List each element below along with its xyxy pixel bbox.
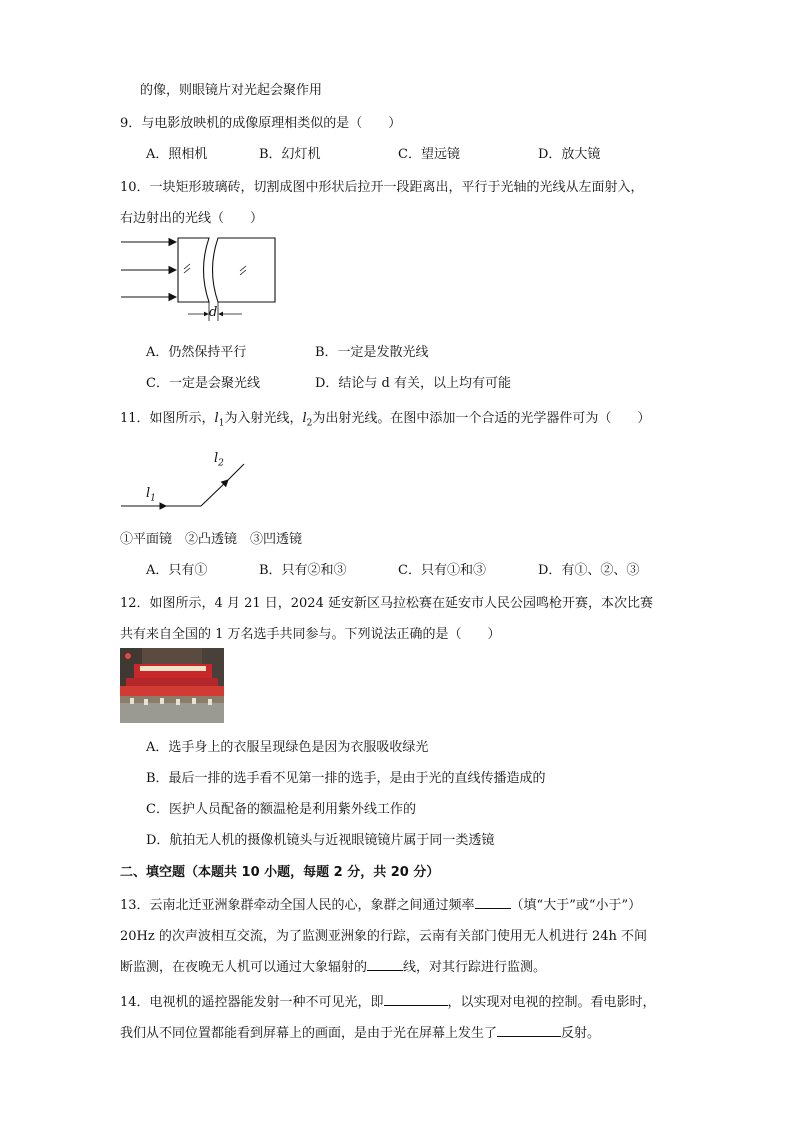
q10-figure-label-d: d [209, 305, 218, 320]
q11-stem-pre: 11．如图所示， [120, 411, 215, 426]
q9-option-b: B．幻灯机 [259, 147, 321, 162]
q12-option-d: D．航拍无人机的摄像机镜头与近视眼镜镜片属于同一类透镜 [146, 833, 495, 848]
q11-option-d: D．有①、②、③ [538, 563, 640, 578]
q12-option-a: A．选手身上的衣服呈现绿色是因为衣服吸收绿光 [146, 740, 429, 755]
q11-l1-subscript: 1 [218, 418, 225, 429]
q10-glass-brick-figure [118, 232, 288, 330]
q13-blank-1[interactable] [475, 895, 511, 909]
section-2-heading: 二、填空题（本题共 10 小题，每题 2 分，共 20 分） [120, 865, 440, 880]
q11-ray-figure [118, 440, 258, 515]
q12-stem-line2: 共有来自全国的 1 万名选手共同参与。下列说法正确的是（ ） [120, 627, 501, 642]
q11-figure-l1-label [146, 486, 156, 504]
q11-stem [120, 407, 650, 429]
q10-option-a: A．仍然保持平行 [146, 345, 247, 360]
q10-option-b: B．一定是发散光线 [315, 345, 429, 360]
q10-option-c: C．一定是会聚光线 [146, 376, 260, 391]
q9-option-a: A．照相机 [146, 147, 208, 162]
q13-line2: 20Hz 的次声波相互交流，为了监测亚洲象的行踪，云南有关部门使用无人机进行 24h 不间 [120, 929, 648, 944]
q14-blank-1[interactable] [384, 992, 448, 1006]
q12-stem-line1: 12．如图所示，4 月 21 日，2024 延安新区马拉松赛在延安市人民公园鸣枪开赛，本次比赛 [120, 596, 653, 611]
q12-option-c: C．医护人员配备的额温枪是利用紫外线工作的 [146, 802, 416, 817]
q13-line1-pre: 13．云南北迁亚洲象群牵动全国人民的心，象群之间通过频率 [120, 898, 475, 913]
q9-stem: 9．与电影放映机的成像原理相类似的是（ ） [120, 116, 402, 131]
q13-line3-pre: 断监测，在夜晚无人机可以通过大象辐射的 [120, 960, 368, 975]
q13-line1-post: （填“大于”或“小于”） [510, 898, 642, 913]
q14-line1-pre: 14．电视机的遥控器能发射一种不可见光，即 [120, 995, 384, 1010]
q12-marathon-photo [120, 648, 224, 723]
q11-stem-post: 为出射光线。在图中添加一个合适的光学器件可为（ ） [312, 411, 651, 426]
q11-l1-symbol: l [214, 411, 219, 426]
q11-option-a: A．只有① [146, 563, 208, 578]
q11-option-c: C．只有①和③ [398, 563, 486, 578]
q14-line2-pre: 我们从不同位置都能看到屏幕上的画面，是由于光在屏幕上发生了 [120, 1026, 498, 1041]
q11-figure-l1-symbol: l [146, 486, 151, 501]
q9-option-c: C．望远镜 [398, 147, 460, 162]
q13-line3 [120, 956, 546, 975]
q14-line1-post: ，以实现对电视的控制。看电影时， [447, 995, 656, 1010]
q11-option-b: B．只有②和③ [259, 563, 347, 578]
q8-tail-text: 的像，则眼镜片对光起会聚作用 [140, 83, 323, 98]
q11-figure-l2-symbol: l [214, 451, 219, 466]
q10-option-d: D．结论与 d 有关，以上均有可能 [315, 376, 512, 391]
q10-stem-line1: 10．一块矩形玻璃砖，切割成图中形状后拉开一段距离出，平行于光轴的光线从左面射入， [120, 180, 644, 195]
q11-choices: ①平面镜 ②凸透镜 ③凹透镜 [120, 532, 303, 547]
q11-figure-l1-subscript: 1 [150, 493, 156, 504]
q11-l2-symbol: l [302, 411, 307, 426]
q14-blank-2[interactable] [497, 1023, 561, 1037]
q11-figure-l2-subscript: 2 [218, 458, 224, 469]
q11-figure-l2-label [214, 451, 224, 469]
q11-l2-subscript: 2 [306, 418, 313, 429]
q11-stem-mid: 为入射光线， [224, 411, 303, 426]
q9-option-d: D．放大镜 [538, 147, 601, 162]
q14-line2 [120, 1022, 600, 1041]
q12-option-b: B．最后一排的选手看不见第一排的选手，是由于光的直线传播造成的 [146, 771, 546, 786]
q14-line1 [120, 991, 656, 1010]
q10-stem-line2: 右边射出的光线（ ） [120, 211, 264, 226]
q14-line2-post: 反射。 [561, 1026, 601, 1041]
q13-blank-2[interactable] [367, 957, 403, 971]
q13-line1 [120, 894, 641, 913]
q13-line3-post: 线，对其行踪进行监测。 [403, 960, 547, 975]
